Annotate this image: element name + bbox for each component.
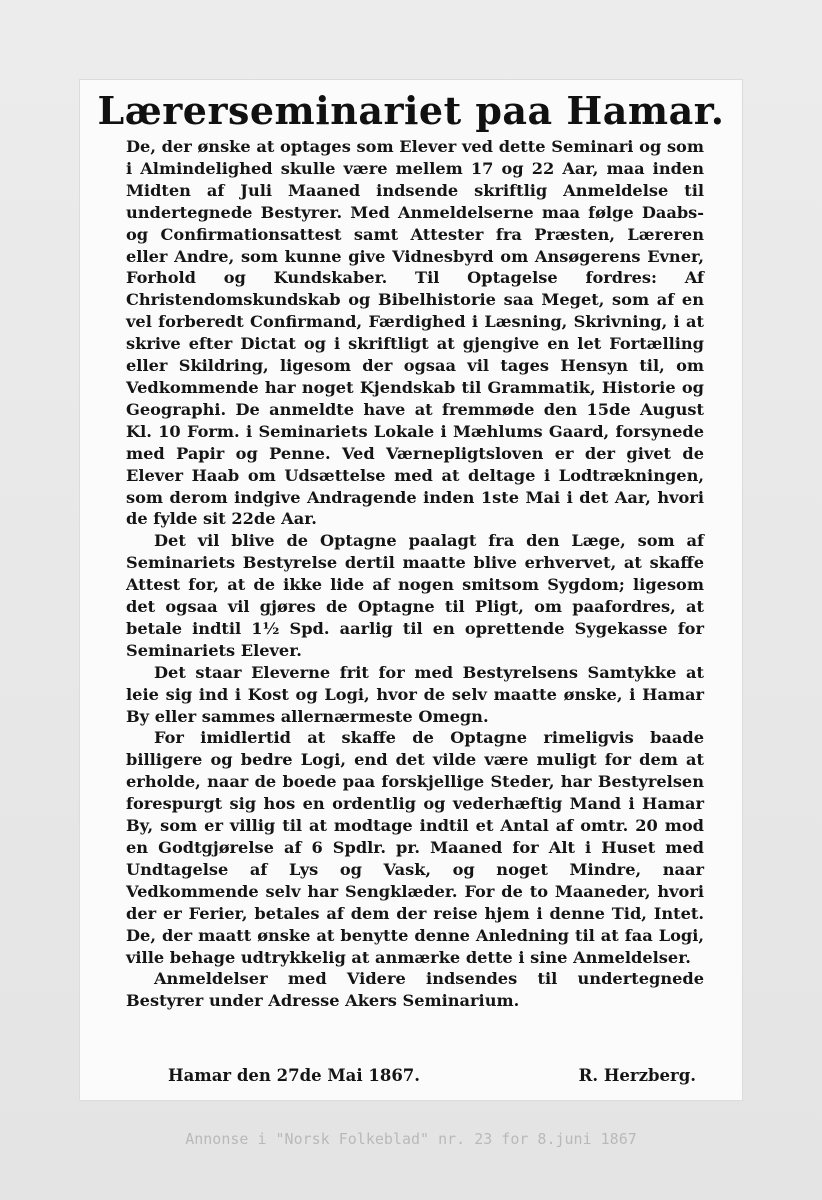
advertisement-sheet [80, 80, 742, 1100]
paragraph-1: De, der ønske at optages som Elever ved dette Seminari og som i Almindelighed skulle være mellem 17 og 22 Aar, maa inden Midten af Juli Maaned indsende skriftlig Anmeldelse til undertegnede Bestyrer. Med Anmeldelserne maa følge Daabs- og Confirmationsattest samt Attester fra Præsten, Læreren eller Andre, som kunne give Vidnesbyrd om Ansøgerens Evner, Forhold og Kundskaber. Til Optagelse fordres: Af Christendomskundskab og Bibelhistorie saa Meget, som af en vel forberedt Confirmand, Færdighed i Læsning, Skrivning, i at skrive efter Dictat og i skriftligt at gjengive en let Fortælling eller Skildring, ligesom der ogsaa vil tages Hensyn til, om Vedkommende har noget Kjendskab til Grammatik, Historie og Geographi. De anmeldte have at fremmøde den 15de August Kl. 10 Form. i Seminariets Lokale i Mæhlums Gaard, forsynede med Papir og Penne. Ved Værnepligtsloven er der givet de Elever Haab om Udsættelse med at deltage i Lodtrækningen, som derom indgive Andragende inden 1ste Mai i det Aar, hvori de fylde sit 22de Aar. [126, 137, 704, 529]
signature: R. Herzberg. [578, 1066, 696, 1085]
document-title: Lærerseminariet paa Hamar. [97, 88, 725, 133]
dateline: Hamar den 27de Mai 1867. [168, 1066, 421, 1085]
document-body [126, 136, 704, 1012]
paragraph-3: Det staar Eleverne frit for med Bestyrelsens Samtykke at leie sig ind i Kost og Logi, hvor de selv maatte ønske, i Hamar By eller sammes allernærmeste Omegn. [126, 662, 704, 726]
paragraph-5: Anmeldelser med Videre indsendes til undertegnede Bestyrer under Adresse Akers Seminarium. [126, 969, 704, 1011]
paragraph-2: Det vil blive de Optagne paalagt fra den Læge, som af Seminariets Bestyrelse dertil maatte blive erhvervet, at skaffe Attest for, at de ikke lide af nogen smitsom Sygdom; ligesom det ogsaa vil gjøres de Optagne til Pligt, om paafordres, at betale indtil 1½ Spd. aarlig til en oprettende Sygekasse for Seminariets Elever. [126, 531, 704, 660]
archive-caption: Annonse i "Norsk Folkeblad" nr. 23 for 8.juni 1867 [185, 1130, 637, 1148]
paragraph-4: For imidlertid at skaffe de Optagne rimeligvis baade billigere og bedre Logi, end det vilde være muligt for dem at erholde, naar de boede paa forskjellige Steder, har Bestyrelsen forespurgt sig hos en ordentlig og vederhæftig Mand i Hamar By, som er villig til at modtage indtil et Antal af omtr. 20 mod en Godtgjørelse af 6 Spdlr. pr. Maaned for Alt i Huset med Undtagelse af Lys og Vask, og noget Mindre, naar Vedkommende selv har Sengklæder. For de to Maaneder, hvori der er Ferier, betales af dem der reise hjem i denne Tid, Intet. De, der maatt ønske at benytte denne Anledning til at faa Logi, ville behage udtrykkelig at anmærke dette i sine Anmeldelser. [126, 728, 704, 967]
